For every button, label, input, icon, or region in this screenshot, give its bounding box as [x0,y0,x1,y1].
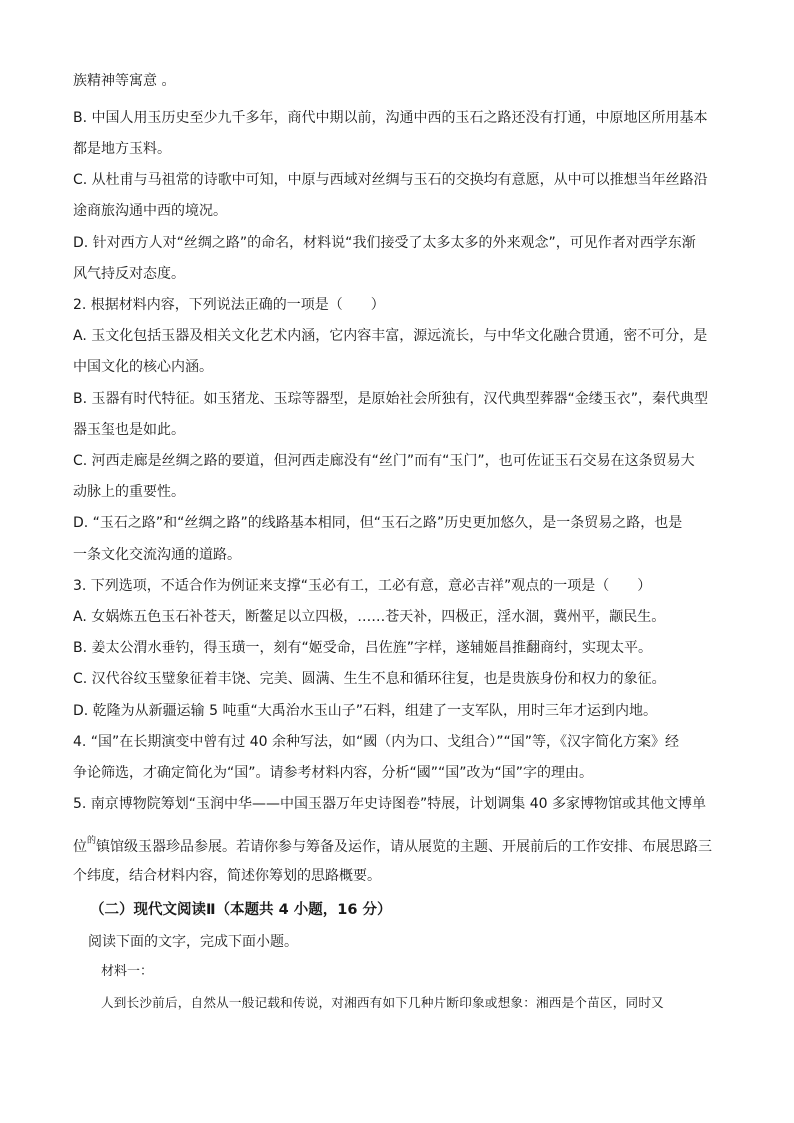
option-c-q3: C. 汉代谷纹玉璧象征着丰饶、完美、圆满、生生不息和循环往复，也是贵族身份和权力的象征。 [73,671,666,687]
text-fragment: 镇馆级玉器珍品参展。若请你参与筹备及运作，请从展览的主题、开展前后的工作安排、布展思路三 [96,839,713,855]
text-line: 动脉上的重要性。 [73,484,185,500]
option-b-q1: B. 中国人用玉历史至少九千多年，商代中期以前，沟通中西的玉石之路还没有打通，中原地区所用基本 [73,110,708,126]
option-c-q2: C. 河西走廊是丝绸之路的要道，但河西走廊没有“丝门”而有“玉门”，也可佐证玉石交易在这条贸易大 [73,453,695,469]
superscript-char: 的 [87,836,97,846]
option-a-q3: A. 女娲炼五色玉石补苍天，断鳌足以立四极，……苍天补，四极正，淫水涸，冀州平，颛民生。 [73,609,666,625]
option-d-q1: D. 针对西方人对“丝绸之路”的命名，材料说“我们接受了太多太多的外来观念”，可见作者对西学东渐 [73,235,696,251]
question-4: 4. “国”在长期演变中曾有过 40 余种写法，如“國（内为口、戈组合）”“国”等，《汉字简化方案》经 [73,734,680,750]
question-3: 3. 下列选项，不适合作为例证来支撑“玉必有工，工必有意，意必吉祥”观点的一项是（ ） [73,578,652,594]
text-line: 个纬度，结合材料内容，简述你筹划的思路概要。 [73,868,381,884]
question-2: 2. 根据材料内容，下列说法正确的一项是（ ） [73,297,385,313]
text-fragment: 位 [73,839,87,855]
option-d-q2: D. “玉石之路”和“丝绸之路”的线路基本相同，但“玉石之路”历史更加悠久，是一条贸易之路，也是 [73,515,683,531]
text-line: 族精神等寓意 。 [73,73,176,89]
option-b-q2: B. 玉器有时代特征。如玉猪龙、玉琮等器型，是原始社会所独有，汉代典型葬器“金缕玉衣”，秦代典型 [73,391,709,407]
text-line: 中国文化的核心内涵。 [73,359,213,375]
section-title: （二）现代文阅读Ⅱ（本题共 4 小题，16 分） [90,902,392,918]
option-c-q1: C. 从杜甫与马祖常的诗歌中可知，中原与西域对丝绸与玉石的交换均有意愿，从中可以推想当年丝路沿 [73,172,708,188]
text-line: 风气持反对态度。 [73,266,185,282]
text-line: 一条文化交流沟通的道路。 [73,547,241,563]
instruction-text: 阅读下面的文字，完成下面小题。 [88,934,298,950]
option-a-q2: A. 玉文化包括玉器及相关文化艺术内涵，它内容丰富，源远流长，与中华文化融合贯通，密不可分，是 [73,328,708,344]
material-label: 材料一： [101,964,154,979]
text-line: 器玉玺也是如此。 [73,422,185,438]
question-5: 5. 南京博物院筹划“玉润中华——中国玉器万年史诗图卷”特展，计划调集 40 多家博物馆或其他文博单 [73,796,707,812]
text-line: 都是地方玉料。 [73,141,171,157]
option-b-q3: B. 姜太公渭水垂钓，得玉璜一，刻有“姬受命，吕佐旌”字样，遂辅姬昌推翻商纣，实现太平。 [73,640,653,656]
option-d-q3: D. 乾隆为从新疆运输 5 吨重“大禹治水玉山子”石料，组建了一支军队，用时三年才运到内地。 [73,703,657,719]
text-line: 争论筛选，才确定简化为“国”。请参考材料内容，分析“國”“国”改为“国”字的理由。 [73,765,594,781]
text-line: 途商旅沟通中西的境况。 [73,203,227,219]
text-line [73,831,723,857]
material-text: 人到长沙前后，自然从一般记载和传说，对湘西有如下几种片断印象或想象：湘西是个苗区，同时又 [101,995,664,1010]
